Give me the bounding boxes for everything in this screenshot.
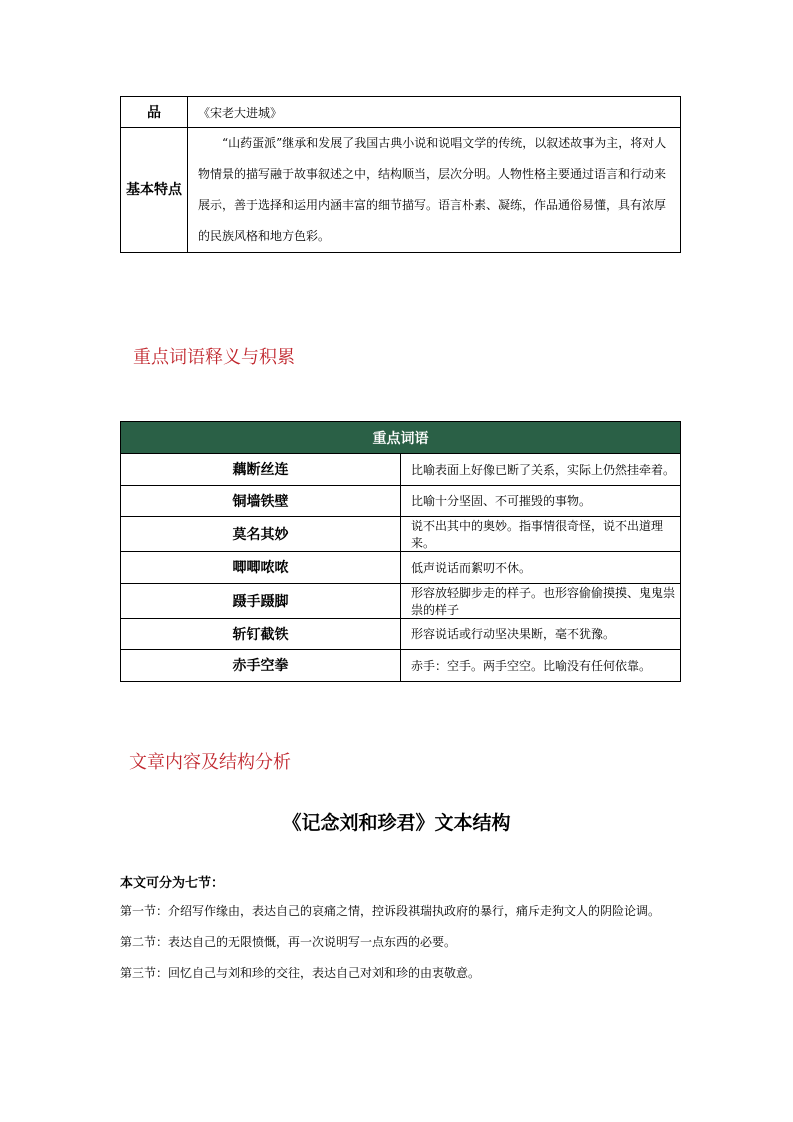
list-item: 第三节：回忆自己与刘和珍的交往，表达自己对刘和珍的由衷敬意。 bbox=[120, 966, 481, 980]
vocab-definition: 比喻十分坚固、不可摧毁的事物。 bbox=[401, 485, 681, 517]
table-row bbox=[121, 97, 681, 128]
page-title: 《记念刘和珍君》文本结构 bbox=[282, 812, 511, 834]
table-row bbox=[121, 583, 681, 618]
row-label: 基本特点 bbox=[121, 128, 188, 253]
vocab-section-heading: 重点词语释义与积累 bbox=[133, 347, 295, 368]
table-header: 重点词语 bbox=[121, 422, 681, 454]
row-content: 《宋老大进城》 bbox=[188, 97, 681, 128]
table-row bbox=[121, 485, 681, 517]
vocab-definition: 说不出其中的奥妙。指事情很奇怪，说不出道理来。 bbox=[401, 517, 681, 552]
table-row bbox=[121, 618, 681, 650]
table-row bbox=[121, 552, 681, 584]
vocab-definition: 赤手：空手。两手空空。比喻没有任何依靠。 bbox=[401, 650, 681, 682]
table-row bbox=[121, 454, 681, 486]
list-item: 第二节：表达自己的无限愤慨，再一次说明写一点东西的必要。 bbox=[120, 935, 457, 949]
vocab-definition: 形容放轻脚步走的样子。也形容偷偷摸摸、鬼鬼祟祟的样子 bbox=[401, 583, 681, 618]
table-row bbox=[121, 517, 681, 552]
vocab-term: 莫名其妙 bbox=[121, 517, 401, 552]
analysis-section-heading: 文章内容及结构分析 bbox=[129, 752, 291, 773]
vocab-definition: 形容说话或行动坚决果断，毫不犹豫。 bbox=[401, 618, 681, 650]
list-item: 第一节：介绍写作缘由，表达自己的哀痛之情，控诉段祺瑞执政府的暴行，痛斥走狗文人的阴险论调。 bbox=[120, 904, 661, 918]
table-row bbox=[121, 650, 681, 682]
vocab-term: 藕断丝连 bbox=[121, 454, 401, 486]
row-label: 品 bbox=[121, 97, 188, 128]
table-header-row bbox=[121, 422, 681, 454]
vocab-term: 唧唧哝哝 bbox=[121, 552, 401, 584]
vocab-term: 斩钉截铁 bbox=[121, 618, 401, 650]
structure-list bbox=[120, 896, 685, 989]
vocab-term: 铜墙铁壁 bbox=[121, 485, 401, 517]
vocab-table bbox=[120, 421, 681, 682]
vocab-definition: 比喻表面上好像已断了关系，实际上仍然挂牵着。 bbox=[401, 454, 681, 486]
table-row bbox=[121, 128, 681, 253]
work-features-table bbox=[120, 96, 681, 253]
vocab-term: 蹑手蹑脚 bbox=[121, 583, 401, 618]
structure-intro: 本文可分为七节： bbox=[120, 876, 225, 891]
row-content: “山药蛋派”继承和发展了我国古典小说和说唱文学的传统，以叙述故事为主，将对人物情景的描写融于故事叙述之中，结构顺当，层次分明。人物性格主要通过语言和行动来展示，善于选择和运用内涵丰富的细节描写。语言朴素、凝练，作品通俗易懂，具有浓厚的民族风格和地方色彩。 bbox=[188, 128, 681, 253]
vocab-definition: 低声说话而絮叨不休。 bbox=[401, 552, 681, 584]
vocab-term: 赤手空拳 bbox=[121, 650, 401, 682]
